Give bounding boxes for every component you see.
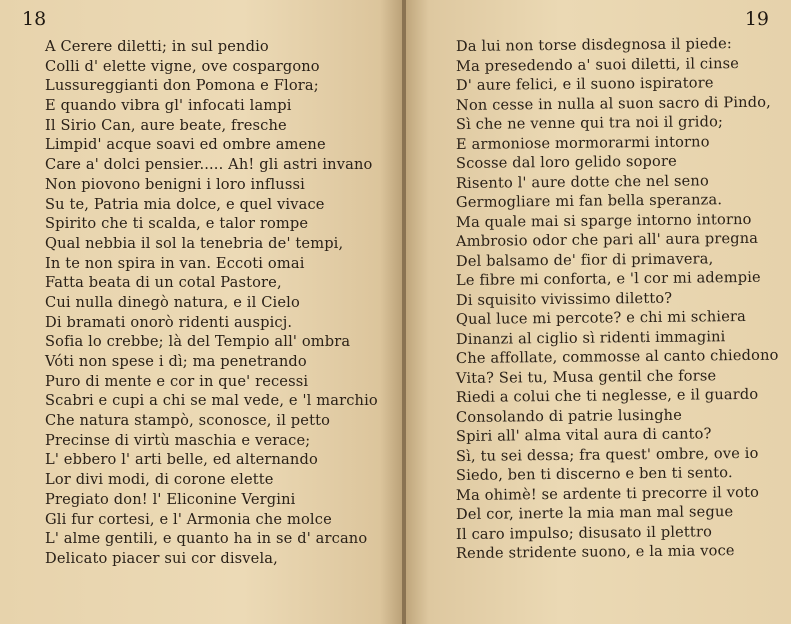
verse-line: Siedo, ben ti discerno e ben ti sento. bbox=[455, 464, 733, 484]
verse-line: Puro di mente e cor in que' recessi bbox=[45, 372, 309, 390]
verse-line: Non piovono benigni i loro influssi bbox=[45, 175, 305, 193]
verse-line: Qual luce mi percote? e chi mi schiera bbox=[455, 307, 747, 328]
verse-line: Qual nebbia il sol la tenebria de' tempi, bbox=[45, 234, 344, 252]
verse-line: Da lui non torse disdegnosa il piede: bbox=[455, 35, 733, 55]
verse-line: Ma ohimè! se ardente ti precorre il voto bbox=[455, 483, 760, 504]
verse-line: Scabri e cupi a chi se mal vede, e 'l marchio bbox=[45, 392, 378, 410]
verse-line: Fatta beata di un cotal Pastore, bbox=[45, 274, 282, 292]
verse-line: Spiri all' alma vital aura di canto? bbox=[455, 425, 712, 445]
verse-line: Lor divi modi, di corone elette bbox=[45, 471, 274, 489]
verse-line: Care a' dolci pensier..... Ah! gli astri invano bbox=[45, 156, 373, 174]
verse-line: D' aure felici, e il suono ispiratore bbox=[455, 74, 714, 94]
verse-line: Del balsamo de' fior di primavera, bbox=[455, 249, 714, 270]
verse-line: L' ebbero l' arti belle, ed alternando bbox=[45, 451, 318, 469]
verse-line: Di squisito vivissimo diletto? bbox=[455, 289, 673, 309]
verse-line: Sofia lo crebbe; là del Tempio all' ombra bbox=[45, 333, 351, 351]
verse-line: Limpid' acque soavi ed ombre amene bbox=[45, 136, 326, 154]
verse-line: Sì, tu sei dessa; fra quest' ombre, ove io bbox=[455, 444, 759, 465]
verse-line: Risento l' aure dotte che nel seno bbox=[455, 171, 709, 192]
verse-line: Che affollate, commosse al canto chiedono bbox=[455, 346, 779, 367]
verse-line: In te non spira in van. Eccoti omai bbox=[45, 254, 305, 272]
verse-line: Del cor, inerte la mia man mal segue bbox=[455, 503, 734, 523]
verse-line: E quando vibra gl' infocati lampi bbox=[45, 97, 292, 115]
verse-line: Ambrosio odor che pari all' aura pregna bbox=[455, 229, 759, 250]
verse-line: Colli d' elette vigne, ove cospargono bbox=[45, 57, 320, 75]
verse-line: Scosse dal loro gelido sopore bbox=[455, 152, 677, 172]
verse-line: Vita? Sei tu, Musa gentil che forse bbox=[455, 366, 717, 387]
verse-line: E armoniose mormorarmi intorno bbox=[455, 132, 710, 153]
verse-line: Dinanzi al ciglio sì ridenti immagini bbox=[455, 327, 726, 348]
verse-line: Sì che ne venne qui tra noi il grido; bbox=[455, 113, 724, 133]
verse-line: Su te, Patria mia dolce, e quel vivace bbox=[45, 195, 325, 213]
right-page-text bbox=[456, 37, 779, 564]
verse-line: Rende stridente suono, e la mia voce bbox=[455, 542, 735, 562]
right-page bbox=[406, 0, 791, 624]
verse-line: Lussureggianti don Pomona e Flora; bbox=[45, 77, 319, 95]
verse-line: Il caro impulso; disusato il plettro bbox=[455, 522, 713, 543]
verse-line: Precinse di virtù maschia e verace; bbox=[45, 431, 311, 449]
verse-line: Di bramati onorò ridenti auspicj. bbox=[45, 313, 293, 331]
verse-line: Consolando di patrie lusinghe bbox=[455, 406, 683, 426]
verse-line: Le fibre mi conforta, e 'l cor mi adempie bbox=[455, 268, 761, 289]
left-page-text bbox=[45, 37, 378, 569]
verse-line: Ma quale mai si sparge intorno intorno bbox=[455, 210, 752, 231]
verse-line: Ma presedendo a' suoi diletti, il cinse bbox=[455, 54, 740, 75]
verse-line: Non cesse in nulla al suon sacro di Pindo, bbox=[455, 93, 771, 114]
verse-line: Spirito che ti scalda, e talor rompe bbox=[45, 215, 309, 233]
verse-line: Pregiato don! l' Eliconine Vergini bbox=[45, 490, 296, 508]
verse-line: Germogliare mi fan bella speranza. bbox=[455, 191, 723, 211]
verse-line: Cui nulla dinegò natura, e il Cielo bbox=[45, 293, 300, 311]
verse-line: A Cerere diletti; in sul pendio bbox=[45, 38, 269, 55]
page-number-right: 19 bbox=[744, 8, 769, 30]
verse-line: Gli fur cortesi, e l' Armonia che molce bbox=[45, 510, 332, 528]
verse-line: Il Sirio Can, aure beate, fresche bbox=[45, 116, 287, 134]
verse-line: Vóti non spese i dì; ma penetrando bbox=[45, 353, 307, 370]
page-number-left: 18 bbox=[22, 8, 47, 30]
verse-line: Delicato piacer sui cor disvela, bbox=[45, 549, 278, 567]
verse-line: Riedi a colui che ti neglesse, e il guardo bbox=[455, 385, 759, 406]
verse-line: Che natura stampò, sconosce, il petto bbox=[45, 412, 331, 430]
verse-line: L' alme gentili, e quanto ha in se d' arcano bbox=[45, 530, 368, 548]
